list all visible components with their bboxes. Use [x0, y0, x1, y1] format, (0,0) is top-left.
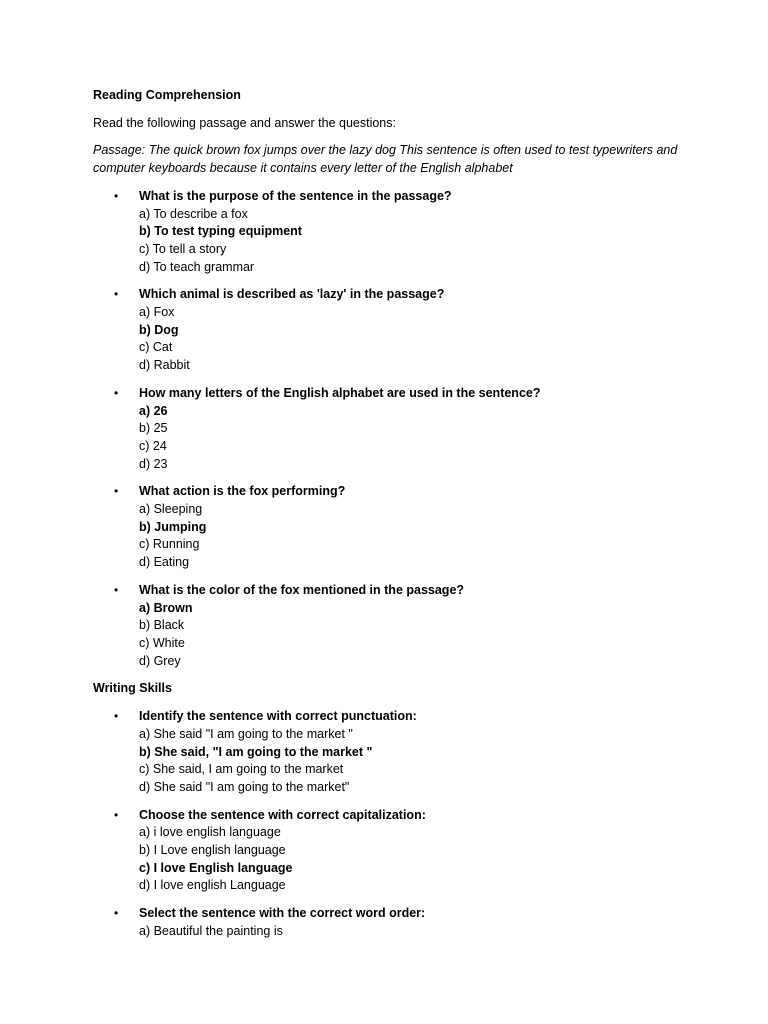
answer-option: b) I Love english language	[139, 843, 286, 858]
answer-option: d) 23	[139, 456, 168, 471]
answer-option: a) Sleeping	[139, 502, 203, 517]
bullet-icon: •	[114, 287, 119, 302]
answer-option-correct: c) I love English language	[139, 860, 293, 875]
question-item	[93, 286, 683, 375]
answer-option: a) Beautiful the painting is	[139, 923, 283, 938]
answer-option: a) To describe a fox	[139, 206, 248, 221]
answer-option: d) I love english Language	[139, 878, 286, 893]
answer-option: b) Black	[139, 618, 185, 633]
answer-option: c) To tell a story	[139, 241, 227, 256]
answer-option-correct: b) She said, "I am going to the market "	[139, 744, 373, 759]
reading-comprehension-heading: Reading Comprehension	[93, 88, 241, 102]
question-text: Choose the sentence with correct capitalization:	[139, 807, 426, 822]
answer-option: c) Running	[139, 537, 200, 552]
question-item	[93, 905, 683, 940]
bullet-icon: •	[114, 807, 119, 822]
answer-option-correct: b) To test typing equipment	[139, 224, 302, 239]
passage-text: The quick brown fox jumps over the lazy dog This sentence is often used to test typewriters and computer keyboards because it contains every letter of the English alphabet	[93, 143, 678, 176]
document-content	[93, 87, 683, 941]
bullet-icon: •	[114, 484, 119, 499]
answer-option: d) Grey	[139, 653, 181, 668]
passage-label: Passage:	[93, 143, 146, 158]
question-text: What is the color of the fox mentioned in the passage?	[139, 582, 465, 597]
question-item	[93, 807, 683, 896]
answer-option: d) Eating	[139, 555, 190, 570]
answer-option: a) Fox	[139, 305, 175, 320]
answer-option-correct: a) 26	[139, 403, 168, 418]
answer-option-correct: a) Brown	[139, 600, 193, 615]
writing-skills-heading: Writing Skills	[93, 681, 172, 696]
question-item	[93, 188, 683, 277]
question-text: Identify the sentence with correct punctuation:	[139, 709, 417, 724]
bullet-icon: •	[114, 188, 119, 203]
answer-option: d) To teach grammar	[139, 259, 255, 274]
question-item	[93, 483, 683, 572]
reading-question-list	[93, 188, 683, 671]
answer-option: a) She said "I am going to the market "	[139, 726, 353, 741]
answer-option-correct: b) Dog	[139, 322, 179, 337]
bullet-icon: •	[114, 906, 119, 921]
reading-instructions: Read the following passage and answer the questions:	[93, 115, 396, 130]
answer-option: c) 24	[139, 438, 167, 453]
answer-option: d) She said "I am going to the market"	[139, 779, 350, 794]
question-item	[93, 582, 683, 671]
answer-option: c) White	[139, 635, 185, 650]
passage	[93, 142, 683, 177]
question-text: How many letters of the English alphabet are used in the sentence?	[139, 385, 541, 400]
question-text: Which animal is described as 'lazy' in the passage?	[139, 287, 445, 302]
bullet-icon: •	[114, 385, 119, 400]
answer-option: a) i love english language	[139, 825, 281, 840]
question-text: Select the sentence with the correct word order:	[139, 906, 426, 921]
question-item	[93, 708, 683, 797]
answer-option: c) Cat	[139, 340, 173, 355]
question-item	[93, 385, 683, 474]
writing-question-list	[93, 708, 683, 940]
question-text: What is the purpose of the sentence in the passage?	[139, 188, 452, 203]
answer-option: c) She said, I am going to the market	[139, 762, 344, 777]
answer-option: b) 25	[139, 421, 168, 436]
answer-option: d) Rabbit	[139, 358, 190, 373]
answer-option-correct: b) Jumping	[139, 519, 207, 534]
question-text: What action is the fox performing?	[139, 484, 346, 499]
bullet-icon: •	[114, 582, 119, 597]
bullet-icon: •	[114, 709, 119, 724]
